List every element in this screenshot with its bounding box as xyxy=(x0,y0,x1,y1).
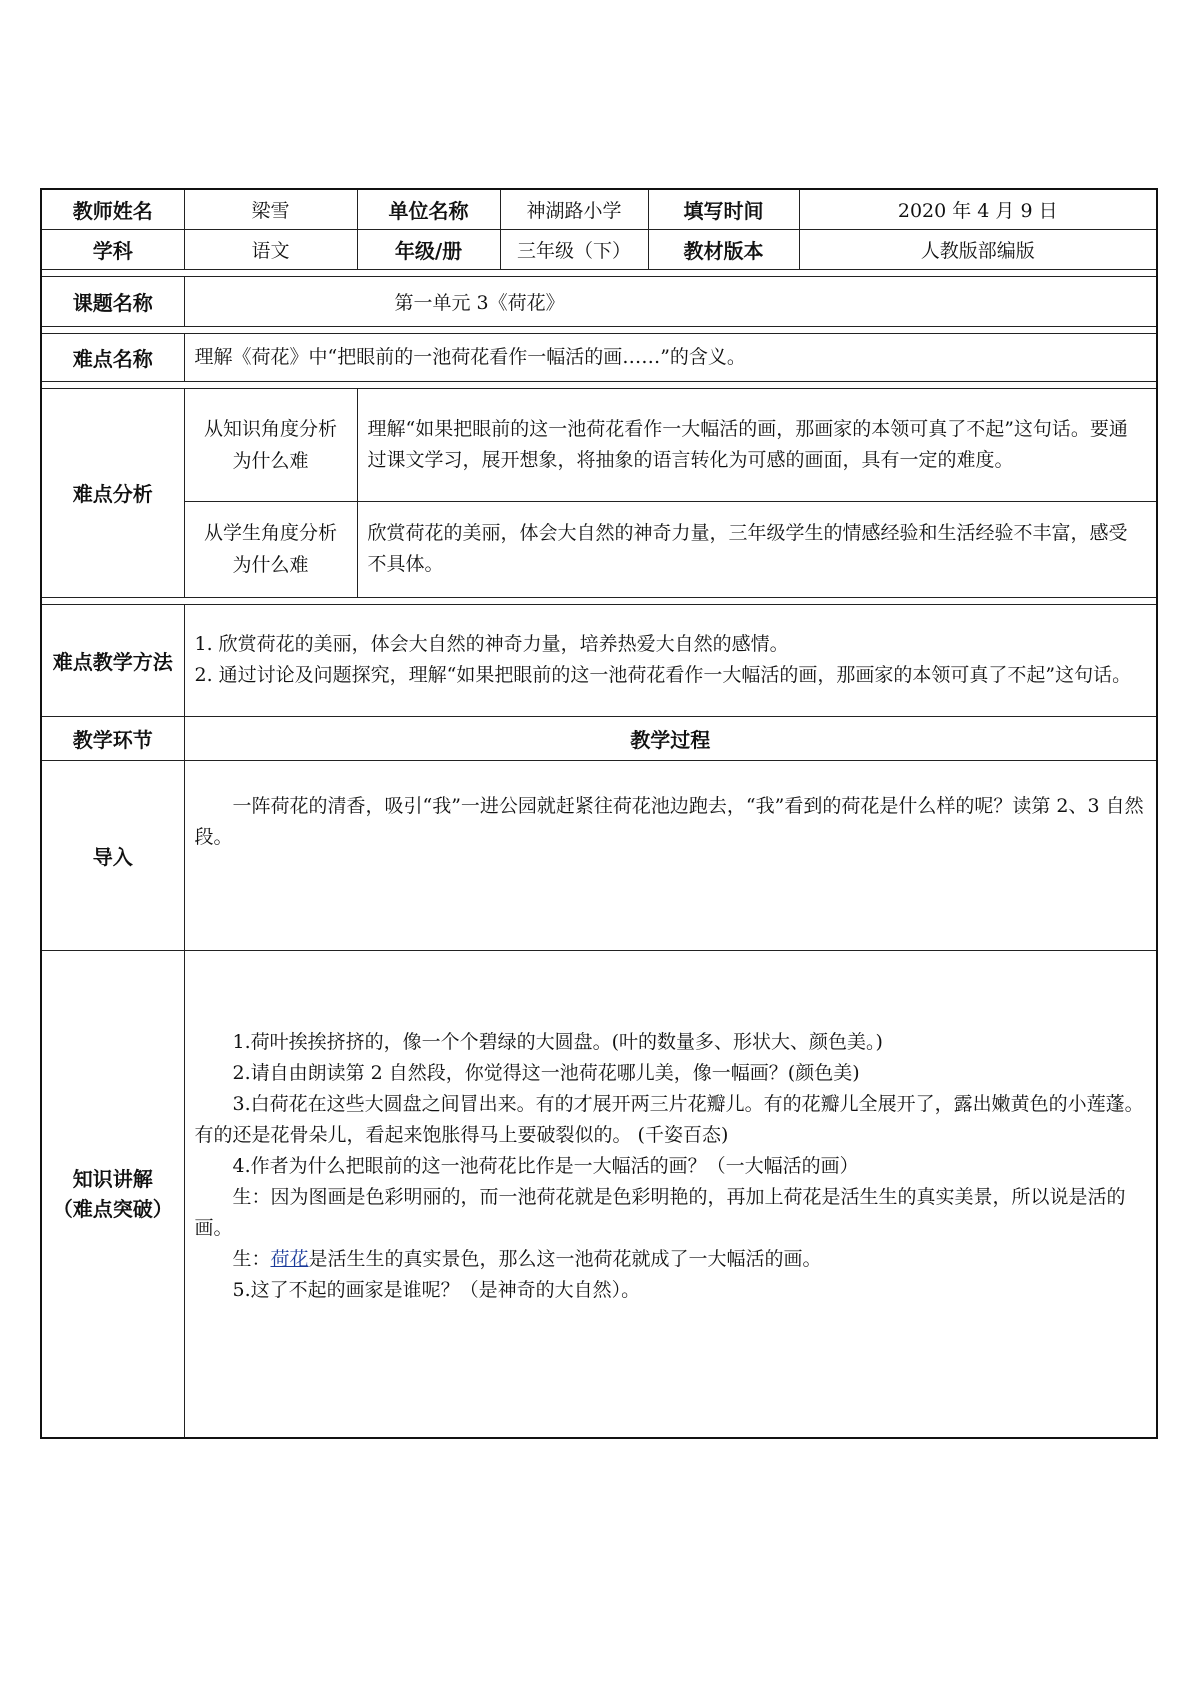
analysis-knowledge-row xyxy=(41,388,1157,501)
process-header-row xyxy=(41,716,1157,760)
header-row-2 xyxy=(41,229,1157,269)
student-angle-label: 从学生角度分析 为什么难 xyxy=(184,501,357,597)
knowledge-row xyxy=(41,950,1157,1438)
knowledge-item-1: 1.荷叶挨挨挤挤的，像一个个碧绿的大圆盘。(叶的数量多、形状大、颜色美。) xyxy=(232,1030,883,1053)
teacher-value: 梁雪 xyxy=(184,189,357,229)
knowledge-item-7: 5.这了不起的画家是谁呢？（是神奇的大自然）。 xyxy=(232,1278,641,1301)
difficulty-value: 理解《荷花》中“把眼前的一池荷花看作一幅活的画……”的含义。 xyxy=(184,333,1157,381)
process-header: 教学过程 xyxy=(184,716,1157,760)
topic-row xyxy=(41,276,1157,326)
header-row-1 xyxy=(41,189,1157,229)
difficulty-label: 难点名称 xyxy=(41,333,184,381)
difficulty-row xyxy=(41,333,1157,381)
teacher-label: 教师姓名 xyxy=(41,189,184,229)
knowledge-angle-label: 从知识角度分析 为什么难 xyxy=(184,388,357,501)
knowledge-item-3: 3.白荷花在这些大圆盘之间冒出来。有的才展开两三片花瓣儿。有的花瓣儿全展开了，露出嫩黄色的小莲蓬。有的还是花骨朵儿，看起来饱胀得马上要破裂似的。 (千姿百态) xyxy=(194,1092,1144,1146)
analysis-label: 难点分析 xyxy=(41,388,184,597)
topic-value: 第一单元 3《荷花》 xyxy=(184,276,1157,326)
edition-label: 教材版本 xyxy=(648,229,799,269)
methods-row xyxy=(41,604,1157,716)
intro-row xyxy=(41,760,1157,950)
methods-label: 难点教学方法 xyxy=(41,604,184,716)
unit-label: 单位名称 xyxy=(357,189,500,229)
time-label: 填写时间 xyxy=(648,189,799,229)
time-value: 2020 年 4 月 9 日 xyxy=(799,189,1157,229)
knowledge-item-4: 4.作者为什么把眼前的这一池荷花比作是一大幅活的画？（一大幅活的画） xyxy=(232,1154,859,1177)
methods-line-2: 2. 通过讨论及问题探究，理解“如果把眼前的这一池荷花看作一大幅活的画，那画家的本领可真了不起”这句话。 xyxy=(194,664,1132,686)
subject-label: 学科 xyxy=(41,229,184,269)
lotus-link[interactable]: 荷花 xyxy=(270,1247,309,1270)
intro-label: 导入 xyxy=(41,760,184,950)
knowledge-item-2: 2.请自由朗读第 2 自然段，你觉得这一池荷花哪儿美，像一幅画？(颜色美) xyxy=(232,1061,860,1084)
lesson-plan-form xyxy=(40,188,1156,1439)
knowledge-angle-text: 理解“如果把眼前的这一池荷花看作一大幅活的画，那画家的本领可真了不起”这句话。要通过课文学习，展开想象，将抽象的语言转化为可感的画面，具有一定的难度。 xyxy=(357,388,1157,501)
topic-label: 课题名称 xyxy=(41,276,184,326)
intro-text: 一阵荷花的清香，吸引“我”一进公园就赶紧往荷花池边跑去，“我”看到的荷花是什么样的呢？读第 2、3 自然段。 xyxy=(184,760,1157,950)
methods-text xyxy=(184,604,1157,716)
subject-value: 语文 xyxy=(184,229,357,269)
methods-line-1: 1. 欣赏荷花的美丽，体会大自然的神奇力量，培养热爱大自然的感情。 xyxy=(194,633,789,655)
student-angle-text: 欣赏荷花的美丽，体会大自然的神奇力量，三年级学生的情感经验和生活经验不丰富，感受不具体。 xyxy=(357,501,1157,597)
knowledge-item-6: 生：荷花是活生生的真实景色，那么这一池荷花就成了一大幅活的画。 xyxy=(232,1247,822,1270)
lesson-plan-table xyxy=(40,188,1158,1439)
grade-value: 三年级（下） xyxy=(500,229,648,269)
grade-label: 年级/册 xyxy=(357,229,500,269)
knowledge-content xyxy=(184,950,1157,1438)
knowledge-item-5: 生：因为图画是色彩明丽的，而一池荷花就是色彩明艳的，再加上荷花是活生生的真实美景，所以说是活的画。 xyxy=(194,1185,1126,1239)
analysis-student-row xyxy=(41,501,1157,597)
stage-header: 教学环节 xyxy=(41,716,184,760)
unit-value: 神湖路小学 xyxy=(500,189,648,229)
knowledge-label: 知识讲解 （难点突破） xyxy=(41,950,184,1438)
edition-value: 人教版部编版 xyxy=(799,229,1157,269)
